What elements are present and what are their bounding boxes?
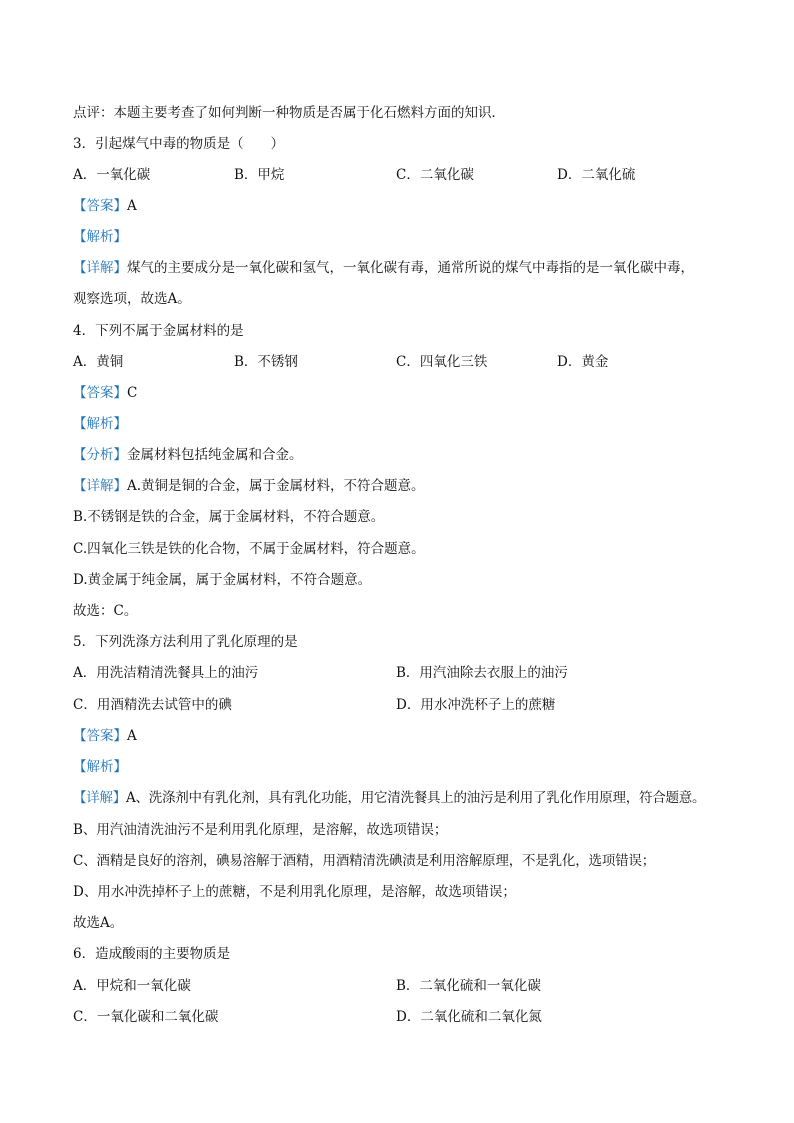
q5-option-c: C．用酒精洗去试管中的碘 [73,697,232,713]
q6-stem: 6．造成酸雨的主要物质是 [73,946,231,962]
q4-detail-b: B.不锈钢是铁的合金，属于金属材料，不符合题意。 [73,509,385,525]
detail-tag: 【详解】 [73,478,127,494]
answer-tag: 【答案】 [73,385,127,401]
q3-stem: 3．引起煤气中毒的物质是（ ） [73,136,285,152]
q4-analysis-tag [73,415,127,433]
detail-text: A、洗涤剂中有乳化剂，具有乳化功能，用它清洗餐具上的油污是利用了乳化作用原理，符合题意。 [126,790,706,806]
q3-option-c: C．二氧化碳 [396,167,474,183]
q4-fenxi [73,446,303,464]
q3-detail-2: 观察选项，故选A。 [73,291,191,307]
q5-detail-b: B、用汽油清洗油污不是利用乳化原理，是溶解，故选项错误； [73,822,448,838]
q5-detail-a [73,789,705,807]
answer-value: A [127,198,137,214]
q3-option-b: B．甲烷 [234,167,285,183]
q5-option-d: D．用水冲洗杯子上的蔗糖 [396,697,556,713]
analysis-tag: 【解析】 [73,759,127,775]
q4-conclusion: 故选：C。 [73,603,138,619]
q5-conclusion: 故选A。 [73,915,124,931]
q6-option-d: D．二氧化硫和二氧化氮 [396,1009,542,1025]
q5-stem: 5．下列洗涤方法利用了乳化原理的是 [73,634,298,650]
q4-option-b: B．不锈钢 [234,354,298,370]
q4-option-c: C．四氧化三铁 [396,354,488,370]
detail-text: A.黄铜是铜的合金，属于金属材料，不符合题意。 [127,478,425,494]
q5-option-a: A．用洗洁精清洗餐具上的油污 [73,665,259,681]
q4-answer [73,384,137,402]
detail-tag: 【详解】 [73,260,127,276]
q4-stem: 4．下列不属于金属材料的是 [73,323,244,339]
detail-text: 煤气的主要成分是一氧化碳和氢气，一氧化碳有毒，通常所说的煤气中毒指的是一氧化碳中毒， [127,260,694,276]
q4-detail-d: D.黄金属于纯金属，属于金属材料，不符合题意。 [73,572,372,588]
q3-option-a: A．一氧化碳 [73,167,151,183]
q5-detail-d: D、用水冲洗掉杯子上的蔗糖，不是利用乳化原理，是溶解，故选项错误； [73,884,516,900]
fenxi-tag: 【分析】 [73,447,127,463]
q4-option-a: A．黄铜 [73,354,124,370]
q5-option-b: B．用汽油除去衣服上的油污 [396,665,568,681]
q3-option-d: D．二氧化硫 [557,167,636,183]
q6-option-a: A．甲烷和一氧化碳 [73,978,191,994]
q4-detail-a [73,477,425,495]
q4-option-d: D．黄金 [557,354,609,370]
q3-analysis-tag [73,228,127,246]
answer-tag: 【答案】 [73,198,127,214]
comment-line: 点评：本题主要考查了如何判断一种物质是否属于化石燃料方面的知识． [73,105,505,121]
analysis-tag: 【解析】 [73,416,127,432]
q5-answer [73,727,137,745]
answer-tag: 【答案】 [73,728,127,744]
detail-tag: 【详解】 [73,790,126,806]
q5-detail-c: C、酒精是良好的溶剂，碘易溶解于酒精，用酒精清洗碘渍是利用溶解原理，不是乳化，选项错误； [73,853,656,869]
analysis-tag: 【解析】 [73,229,127,245]
q4-detail-c: C.四氧化三铁是铁的化合物，不属于金属材料，符合题意。 [73,541,425,557]
q3-answer [73,197,137,215]
q6-option-c: C．一氧化碳和二氧化碳 [73,1009,219,1025]
q5-analysis-tag [73,758,127,776]
q3-detail-1 [73,259,694,277]
answer-value: A [127,728,137,744]
q6-option-b: B．二氧化硫和一氧化碳 [396,978,541,994]
fenxi-text: 金属材料包括纯金属和合金。 [127,447,303,463]
answer-value: C [127,385,138,401]
